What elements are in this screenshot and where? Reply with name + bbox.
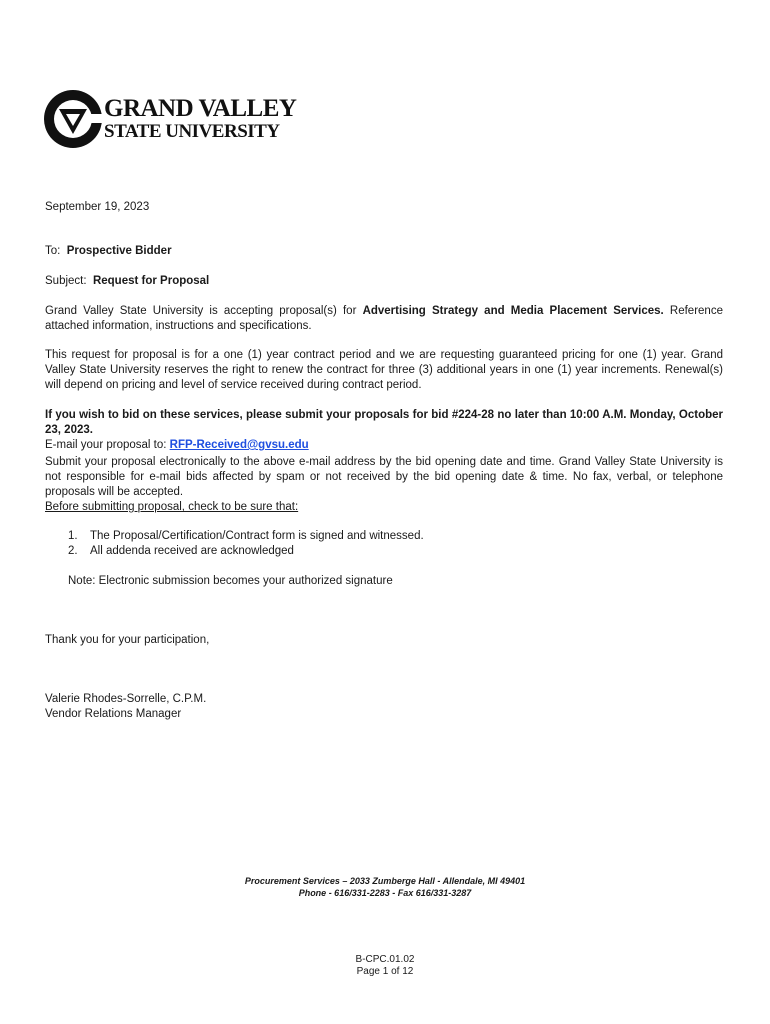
checklist — [68, 529, 424, 559]
list-item-number: 1. — [68, 530, 78, 542]
contract-paragraph: This request for proposal is for a one (1) year contract period and we are requesting guaranteed pricing for one (1) year. Grand Valley State University reserves the right to renew the contract for three (3) additional years in one (1) year increments. Renewal(s) will depend on pricing and level of service received during contract period. — [45, 349, 723, 391]
to-label: To: — [45, 245, 61, 257]
logo-text-line2: STATE UNIVERSITY — [104, 121, 280, 142]
to-line — [45, 244, 172, 259]
submission-paragraph: Submit your proposal electronically to the above e-mail address by the bid opening date and time. Grand Valley State University is not responsible for e-mail bids affected by spam or not received by the bid opening date & time. No fax, verbal, or telephone proposals will be accepted. — [45, 456, 723, 498]
logo-text-line1: GRAND VALLEY — [104, 95, 297, 122]
intro-lead: Grand Valley State University is accepting proposal(s) for — [45, 305, 363, 317]
signer-name: Valerie Rhodes-Sorrelle, C.P.M. — [45, 693, 207, 705]
bid-deadline: If you wish to bid on these services, please submit your proposals for bid #224-28 no later than 10:00 A.M. Monday, October 23, 2023. — [45, 409, 723, 436]
service-name: Advertising Strategy and Media Placement Services. — [362, 305, 664, 317]
closing-line: Thank you for your participation, — [45, 634, 210, 646]
footer-address: Procurement Services – 2033 Zumberge Hall - Allendale, MI 49401 — [244, 876, 526, 886]
to-value: Prospective Bidder — [66, 245, 172, 257]
email-label: E-mail your proposal to: — [45, 439, 170, 451]
signer-title: Vendor Relations Manager — [45, 708, 182, 720]
email-line — [45, 438, 723, 453]
list-item-text: All addenda received are acknowledged — [90, 545, 294, 557]
intro-tail: Reference attached information, instructions and specifications. — [45, 305, 723, 332]
signature-note: Note: Electronic submission becomes your authorized signature — [68, 575, 393, 587]
subject-label: Subject: — [45, 275, 87, 287]
page-number: Page 1 of 12 — [356, 966, 414, 977]
document-code: B-CPC.01.02 — [355, 954, 415, 965]
intro-paragraph — [45, 304, 723, 334]
list-item-number: 2. — [68, 545, 78, 557]
letter-date: September 19, 2023 — [45, 201, 150, 213]
subject-value: Request for Proposal — [92, 275, 210, 287]
list-item-text: The Proposal/Certification/Contract form is signed and witnessed. — [90, 530, 424, 542]
list-item — [68, 544, 424, 559]
gvsu-logo-icon — [42, 86, 106, 152]
footer-phone: Phone - 616/331-2283 - Fax 616/331-3287 — [298, 888, 472, 898]
email-link[interactable]: RFP-Received@gvsu.edu — [169, 439, 309, 451]
bid-instructions — [45, 408, 723, 453]
subject-line — [45, 274, 209, 289]
checklist-heading: Before submitting proposal, check to be sure that: — [45, 501, 299, 513]
university-logo — [42, 86, 297, 152]
list-item — [68, 529, 424, 544]
